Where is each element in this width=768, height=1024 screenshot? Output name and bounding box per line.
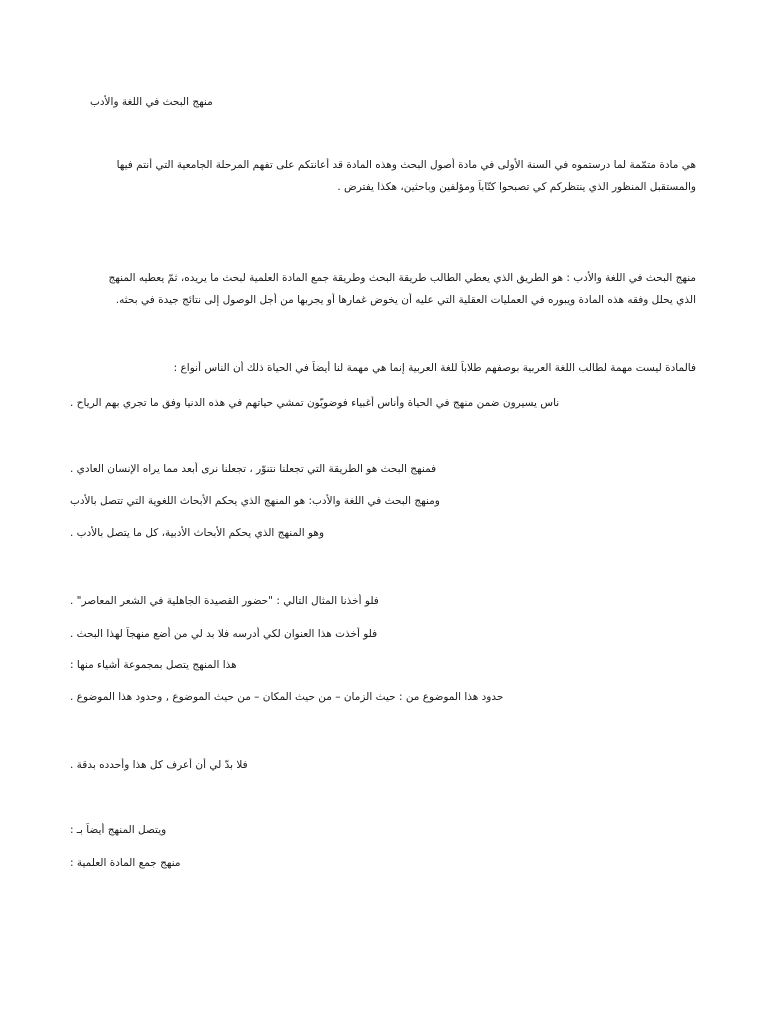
paragraph-line: ويتصل المنهج أيضاً بـ : bbox=[70, 824, 167, 836]
paragraph-line: ومنهج البحث في اللغة والأدب: هو المنهج الذي يحكم الأبحاث اللغوية التي تتصل بالأدب bbox=[70, 495, 440, 507]
paragraph-line: فلا بدّ لي أن أعرف كل هذا وأحدده بدقة . bbox=[70, 759, 248, 771]
paragraph-line: ناس يسيرون ضمن منهج في الحياة وأناس أغبياء فوضويّون تمشي حياتهم في هذه الدنيا وفق ما تجري بهم الرياح . bbox=[70, 397, 560, 409]
paragraph-line: فمنهج البحث هو الطريقة التي تجعلنا نتنوّر ، تجعلنا نرى أبعد مما يراه الإنسان العادي . bbox=[70, 463, 437, 475]
document-title: منهج البحث في اللغة والأدب bbox=[90, 96, 213, 108]
paragraph-line: فالمادة ليست مهمة لطالب اللغة العربية بوصفهم طلاباً للغة العربية إنما هي مهمة لنا أيضاً في الحياة ذلك أن الناس أنواع : bbox=[173, 362, 696, 374]
paragraph-line: فلو أخذنا المثال التالي : "حضور القصيدة الجاهلية في الشعر المعاصر" . bbox=[70, 595, 379, 607]
paragraph-line: والمستقبل المنظور الذي ينتظركم كي تصبحوا كتّاباً ومؤلفين وباحثين، هكذا يفترض . bbox=[337, 181, 696, 193]
paragraph-line: منهج جمع المادة العلمية : bbox=[70, 857, 181, 869]
paragraph-line: فلو أخذت هذا العنوان لكي أدرسه فلا بد لي من أضع منهجاً لهذا البحث . bbox=[70, 628, 378, 640]
paragraph-line: حدود هذا الموضوع من : حيث الزمان – من حيث المكان – من حيث الموضوع , وحدود هذا الموضوع . bbox=[70, 691, 504, 703]
paragraph-line: الذي يحلل وفقه هذه المادة ويبوره في العمليات العقلية التي عليه أن يخوض غمارها أو يجربها من أجل الوصول إلى نتائج جيدة في بحثه. bbox=[115, 294, 696, 306]
paragraph-line: وهو المنهج الذي يحكم الأبحاث الأدبية، كل ما يتصل بالأدب . bbox=[70, 527, 325, 539]
paragraph-line: هي مادة متمّمة لما درستموه في السنة الأولى في مادة أصول البحث وهذه المادة قد أعانتكم على تفهم المرحلة الجامعية التي أنتم فيها bbox=[116, 159, 696, 171]
paragraph-line: هذا المنهج يتصل بمجموعة أشياء منها : bbox=[70, 659, 237, 671]
paragraph-line: منهج البحث في اللغة والأدب : هو الطريق الذي يعطي الطالب طريقة البحث وطريقة جمع المادة العلمية لبحث ما يريده، ثمّ يعطيه المنهج bbox=[108, 272, 696, 284]
